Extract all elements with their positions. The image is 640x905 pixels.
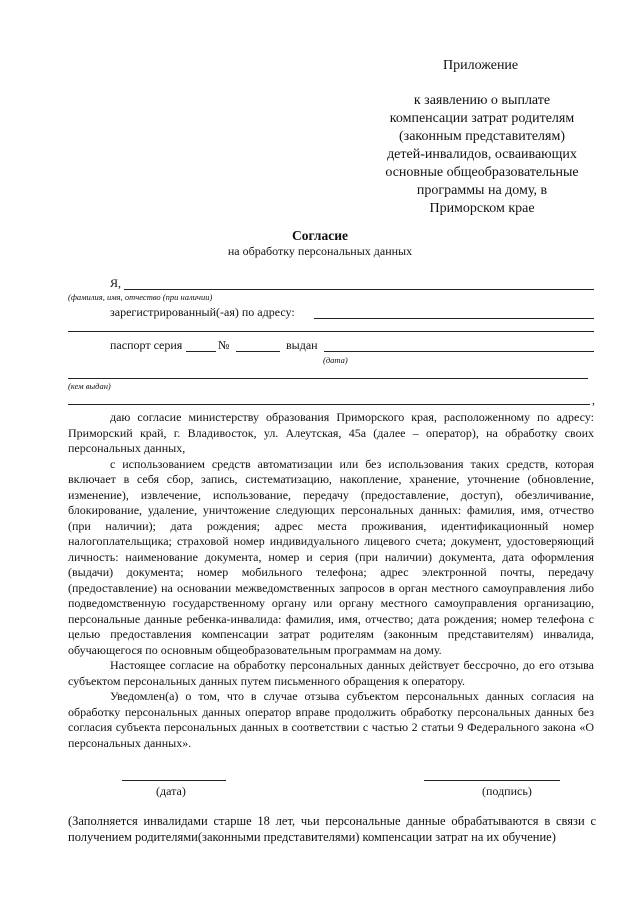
appendix-line: (законным представителям) xyxy=(399,129,565,144)
document-subtitle: на обработку персональных данных xyxy=(227,244,413,258)
issue-date-field[interactable] xyxy=(324,351,594,352)
registered-address-label: зарегистрированный(-ая) по адресу: xyxy=(110,305,295,319)
issued-by-field-continued[interactable] xyxy=(68,404,590,405)
issued-label: выдан xyxy=(286,338,318,352)
passport-series-field[interactable] xyxy=(186,351,216,352)
appendix-line: к заявлению о выплате xyxy=(413,93,551,108)
body-paragraph: Уведомлен(а) о том, что в случае отзыва субъектом персональных данных согласия на обработку персональных данных оператор вправе продолжить обработку персональных данных без согласия субъекта персональных данных в соответствии с частью 2 статьи 9 Федерального закона «О персональных данных». xyxy=(68,689,594,750)
appendix-line: детей-инвалидов, осваивающих xyxy=(387,147,577,162)
date-label: (дата) xyxy=(156,784,186,798)
document-title: Согласие xyxy=(291,228,349,243)
body-paragraph: Настоящее согласие на обработку персональных данных действует бессрочно, до его отзыва субъектом персональных данных путем письменного обращения к оператору. xyxy=(68,658,594,688)
consent-body xyxy=(68,410,594,751)
date-field[interactable] xyxy=(122,780,226,781)
passport-series-label: паспорт серия xyxy=(110,338,183,352)
address-field[interactable] xyxy=(314,318,594,319)
appendix-line: компенсации затрат родителям xyxy=(389,111,575,126)
appendix-line: Приморском крае xyxy=(429,201,535,216)
full-name-field[interactable] xyxy=(124,289,594,290)
signature-label: (подпись) xyxy=(482,784,532,798)
footnote: (Заполняется инвалидами старше 18 лет, чьи персональные данные обрабатываются в связи с получением родителями(законными представителями) компенсации затрат на их обучение) xyxy=(68,814,596,844)
body-paragraph: даю согласие министерству образования Приморского края, расположенному по адресу: Приморский край, г. Владивосток, ул. Алеутская, 45а (далее – оператор), на обработку своих персональных данных, xyxy=(68,410,594,455)
line-comma: , xyxy=(592,393,595,407)
appendix-description xyxy=(366,92,598,218)
issued-by-hint: (кем выдан) xyxy=(68,381,111,391)
date-hint: (дата) xyxy=(323,355,348,365)
address-field-continued[interactable] xyxy=(68,331,594,332)
appendix-line: программы на дому, в xyxy=(416,183,548,198)
issued-by-field[interactable] xyxy=(68,378,588,379)
signature-field[interactable] xyxy=(424,780,560,781)
body-paragraph: с использованием средств автоматизации или без использования таких средств, которая включает в себя сбор, запись, систематизацию, накопление, хранение, уточнение (обновление, изменение), извлечение, использование, передачу (предоставление, доступ), обезличивание, блокирование, удаление, уничтожение следующих персональных данных: фамилия, имя, отчество (при наличии); дата рождения; адрес места проживания, идентификационный номер налогоплательщика; страховой номер индивидуального лицевого счета; документ, удостоверяющий личность: наименование документа, номер и серия (при наличии) документа, дата оформления (выдачи) документа; номер мобильного телефона; адрес электронной почты, передачу (предоставление) на основании межведомственных запросов в орган местного самоуправления либо подведомственную государственному органу или органу местного самоуправления организацию, персональные данные ребенка-инвалида: фамилия, имя, отчество; дата рождения; номер телефона с целью предоставления компенсации затрат родителям (законным представителям) инвалида, обучающегося по основным общеобразовательным программам на дому. xyxy=(68,456,594,657)
appendix-title: Приложение xyxy=(443,58,519,73)
i-label: Я, xyxy=(110,276,122,290)
appendix-line: основные общеобразовательные xyxy=(385,165,579,180)
passport-number-label: № xyxy=(218,338,230,352)
name-hint: (фамилия, имя, отчество (при наличии) xyxy=(68,292,213,302)
passport-number-field[interactable] xyxy=(236,351,280,352)
